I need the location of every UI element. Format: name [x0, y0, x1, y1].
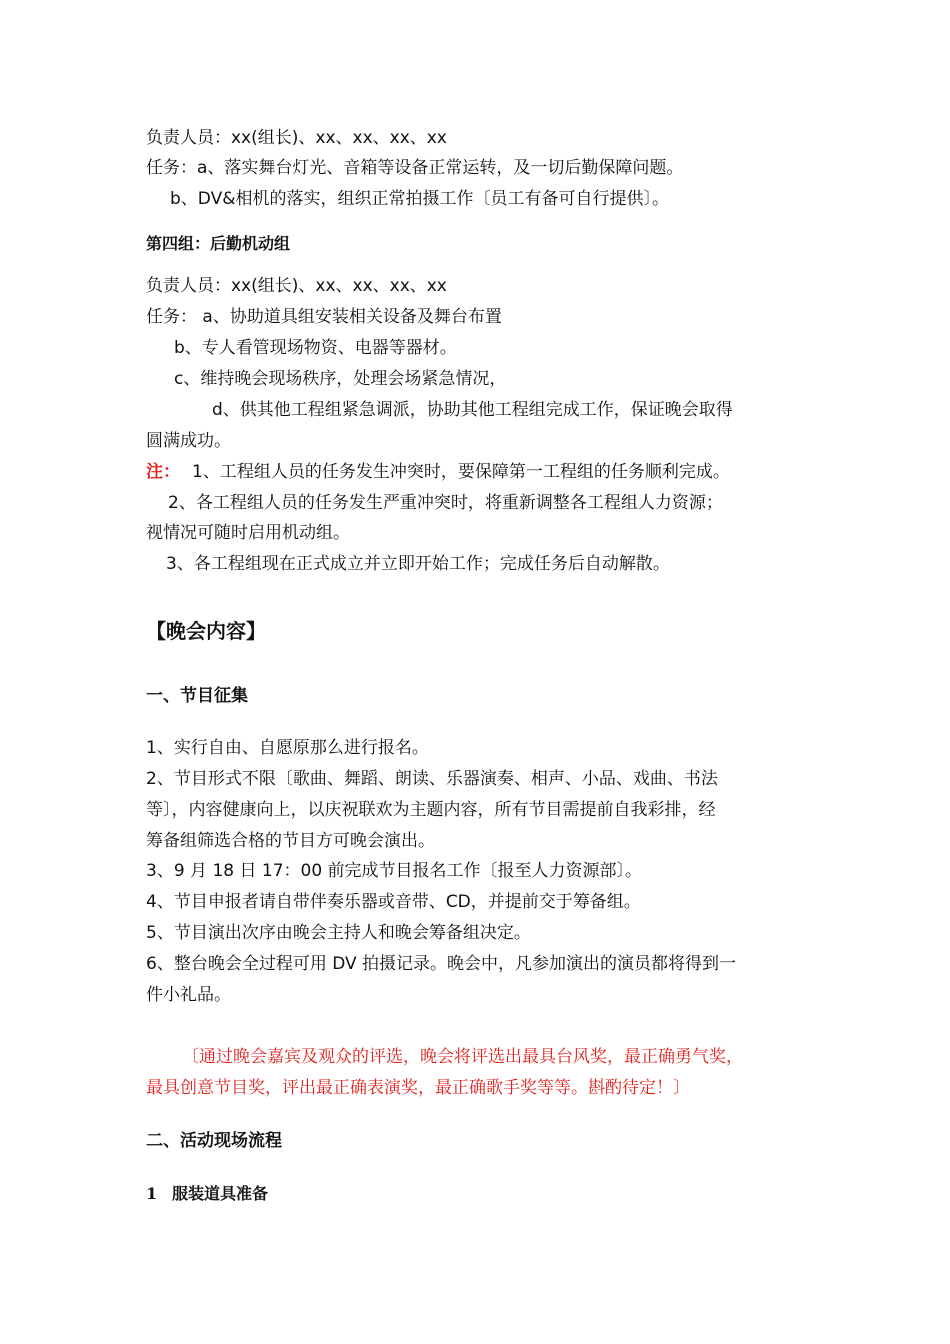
group3-task-a: 任务：a、落实舞台灯光、音箱等设备正常运转，及一切后勤保障问题。 [146, 158, 684, 178]
group4-people: 负责人员：xx(组长)、xx、xx、xx、xx [146, 276, 447, 296]
note-3: 3、各工程组现在正式成立并立即开始工作；完成任务后自动解散。 [166, 554, 670, 574]
group3-task-b: b、DV&相机的落实，组织正常拍摄工作〔员工有备可自行提供〕。 [170, 189, 669, 209]
group4-task-a: 任务： a、协助道具组安装相关设备及舞台布置 [146, 307, 502, 327]
section1-title: 一、节目征集 [146, 686, 248, 706]
list-item-4: 4、节目申报者请自带伴奏乐器或音带、CD，并提前交于筹备组。 [146, 892, 641, 912]
list-item-5: 5、节目演出次序由晚会主持人和晚会筹备组决定。 [146, 923, 531, 943]
group4-task-c: c、维持晚会现场秩序，处理会场紧急情况， [174, 369, 507, 389]
party-content-heading: 【晚会内容】 [146, 619, 266, 643]
group4-task-d-line1: d、供其他工程组紧急调派，协助其他工程组完成工作，保证晚会取得 [212, 400, 733, 420]
note-2-line1: 2、各工程组人员的任务发生严重冲突时，将重新调整各工程组人力资源； [168, 493, 723, 513]
subsection1-number: 1 [146, 1184, 158, 1203]
note-1: 1、工程组人员的任务发生冲突时，要保障第一工程组的任务顺利完成。 [192, 462, 730, 482]
list-item-2-line2: 等〕，内容健康向上，以庆祝联欢为主题内容，所有节目需提前自我彩排，经 [146, 800, 716, 820]
section2-title: 二、活动现场流程 [146, 1131, 282, 1151]
list-item-3: 3、9 月 18 日 17：00 前完成节目报名工作〔报至人力资源部〕。 [146, 861, 643, 881]
award-note-line2: 最具创意节目奖，评出最正确表演奖，最正确歌手奖等等。斟酌待定！〕 [146, 1078, 690, 1098]
group4-title: 第四组：后勤机动组 [146, 234, 291, 253]
award-note-line1: 〔通过晚会嘉宾及观众的评选，晚会将评选出最具台风奖，最正确勇气奖， [182, 1047, 743, 1067]
group4-task-b: b、专人看管现场物资、电器等器材。 [174, 338, 457, 358]
list-item-2-line1: 2、节目形式不限〔歌曲、舞蹈、朗读、乐器演奏、相声、小品、戏曲、书法 [146, 769, 718, 789]
group3-people: 负责人员：xx(组长)、xx、xx、xx、xx [146, 128, 447, 148]
group4-task-d-line2: 圆满成功。 [146, 431, 231, 451]
list-item-2-line3: 筹备组筛选合格的节目方可晚会演出。 [146, 831, 435, 851]
list-item-6-line2: 件小礼品。 [146, 985, 231, 1005]
subsection1-title: 服装道具准备 [172, 1184, 269, 1203]
notes-label: 注： [146, 462, 180, 482]
note-2-line2: 视情况可随时启用机动组。 [146, 523, 350, 543]
list-item-1: 1、实行自由、自愿原那么进行报名。 [146, 738, 429, 758]
list-item-6-line1: 6、整台晚会全过程可用 DV 拍摄记录。晚会中，凡参加演出的演员都将得到一 [146, 954, 737, 974]
